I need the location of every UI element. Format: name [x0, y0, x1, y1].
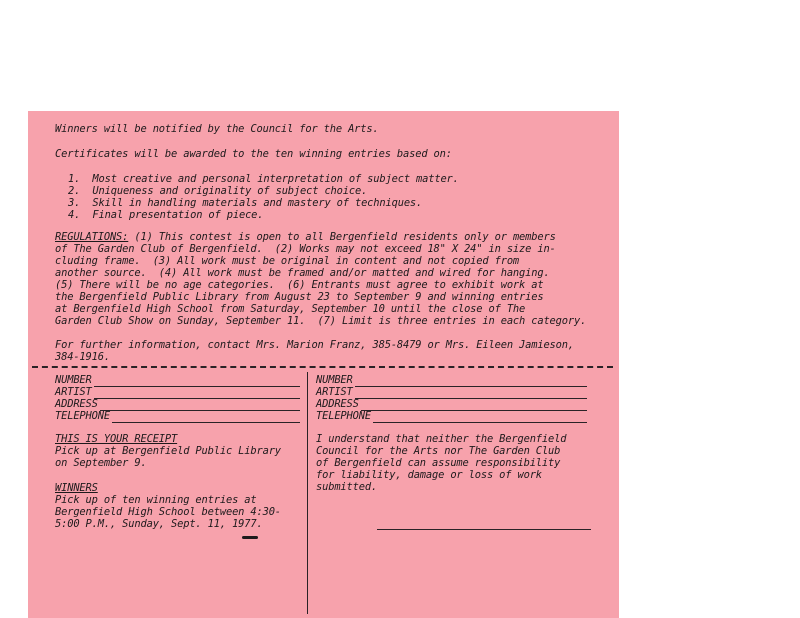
receipt-text: Pick up at Bergenfield Public Library [55, 445, 281, 457]
address-field-line[interactable] [100, 410, 300, 411]
winners-notice: Winners will be notified by the Council for the Arts. [55, 123, 379, 135]
telephone-field-line[interactable] [112, 422, 300, 423]
winners-text: Bergenfield High School between 4:30- [55, 506, 281, 518]
cut-line [32, 366, 613, 368]
address-label: ADDRESS [316, 398, 359, 410]
number-field-line[interactable] [355, 386, 587, 387]
winners-text: 5:00 P.M., Sunday, Sept. 11, 1977. [55, 518, 263, 530]
regulations-text: at Bergenfield High School from Saturday, September 10 until the close of The [55, 303, 526, 315]
address-field-line[interactable] [361, 410, 587, 411]
regulations-text: the Bergenfield Public Library from August 23 to September 9 and winning entries [55, 291, 544, 303]
disclaimer-text: submitted. [316, 481, 378, 493]
regulations-text: another source. (4) All work must be framed and/or matted and wired for hanging. [55, 267, 550, 279]
regulations-text: (5) There will be no age categories. (6) Entrants must agree to exhibit work at [55, 279, 544, 291]
regulations-text: Garden Club Show on Sunday, September 11. (7) Limit is three entries in each category. [55, 315, 587, 327]
regulations-text: cluding frame. (3) All work must be original in content and not copied from [55, 255, 520, 267]
address-label: ADDRESS [55, 398, 98, 410]
criteria-item: 2. Uniqueness and originality of subject choice. [68, 185, 368, 197]
disclaimer-text: of Bergenfield can assume responsibility [316, 457, 561, 469]
number-label: NUMBER [316, 374, 353, 386]
telephone-field-line[interactable] [373, 422, 587, 423]
criteria-item: 4. Final presentation of piece. [68, 209, 264, 221]
winners-text: Pick up of ten winning entries at [55, 494, 257, 506]
criteria-intro: Certificates will be awarded to the ten winning entries based on: [55, 148, 452, 160]
disclaimer-text: for liability, damage or loss of work [316, 469, 542, 481]
artist-label: ARTIST [316, 386, 353, 398]
regulations-text: of The Garden Club of Bergenfield. (2) Works may not exceed 18" X 24" in size in- [55, 243, 556, 255]
contact-info: For further information, contact Mrs. Marion Franz, 385-8479 or Mrs. Eileen Jamieson, [55, 339, 574, 351]
ink-mark [242, 536, 258, 539]
disclaimer-text: Council for the Arts nor The Garden Club [316, 445, 561, 457]
criteria-item: 1. Most creative and personal interpretation of subject matter. [68, 173, 459, 185]
artist-label: ARTIST [55, 386, 92, 398]
number-field-line[interactable] [94, 386, 300, 387]
receipt-text: on September 9. [55, 457, 147, 469]
column-divider [307, 372, 308, 614]
receipt-heading: THIS IS YOUR RECEIPT [55, 433, 178, 445]
telephone-label: TELEPHONE [316, 410, 371, 422]
disclaimer-text: I understand that neither the Bergenfield [316, 433, 567, 445]
artist-field-line[interactable] [355, 398, 587, 399]
regulations-heading: REGULATIONS: [55, 231, 129, 243]
winners-heading: WINNERS [55, 482, 98, 494]
number-label: NUMBER [55, 374, 92, 386]
regulations-text: (1) This contest is open to all Bergenfield residents only or members [128, 231, 556, 243]
artist-field-line[interactable] [94, 398, 300, 399]
contact-info: 384-1916. [55, 351, 110, 363]
telephone-label: TELEPHONE [55, 410, 110, 422]
signature-line[interactable] [377, 529, 591, 530]
criteria-item: 3. Skill in handling materials and mastery of techniques. [68, 197, 423, 209]
entry-form-sheet [28, 111, 619, 618]
